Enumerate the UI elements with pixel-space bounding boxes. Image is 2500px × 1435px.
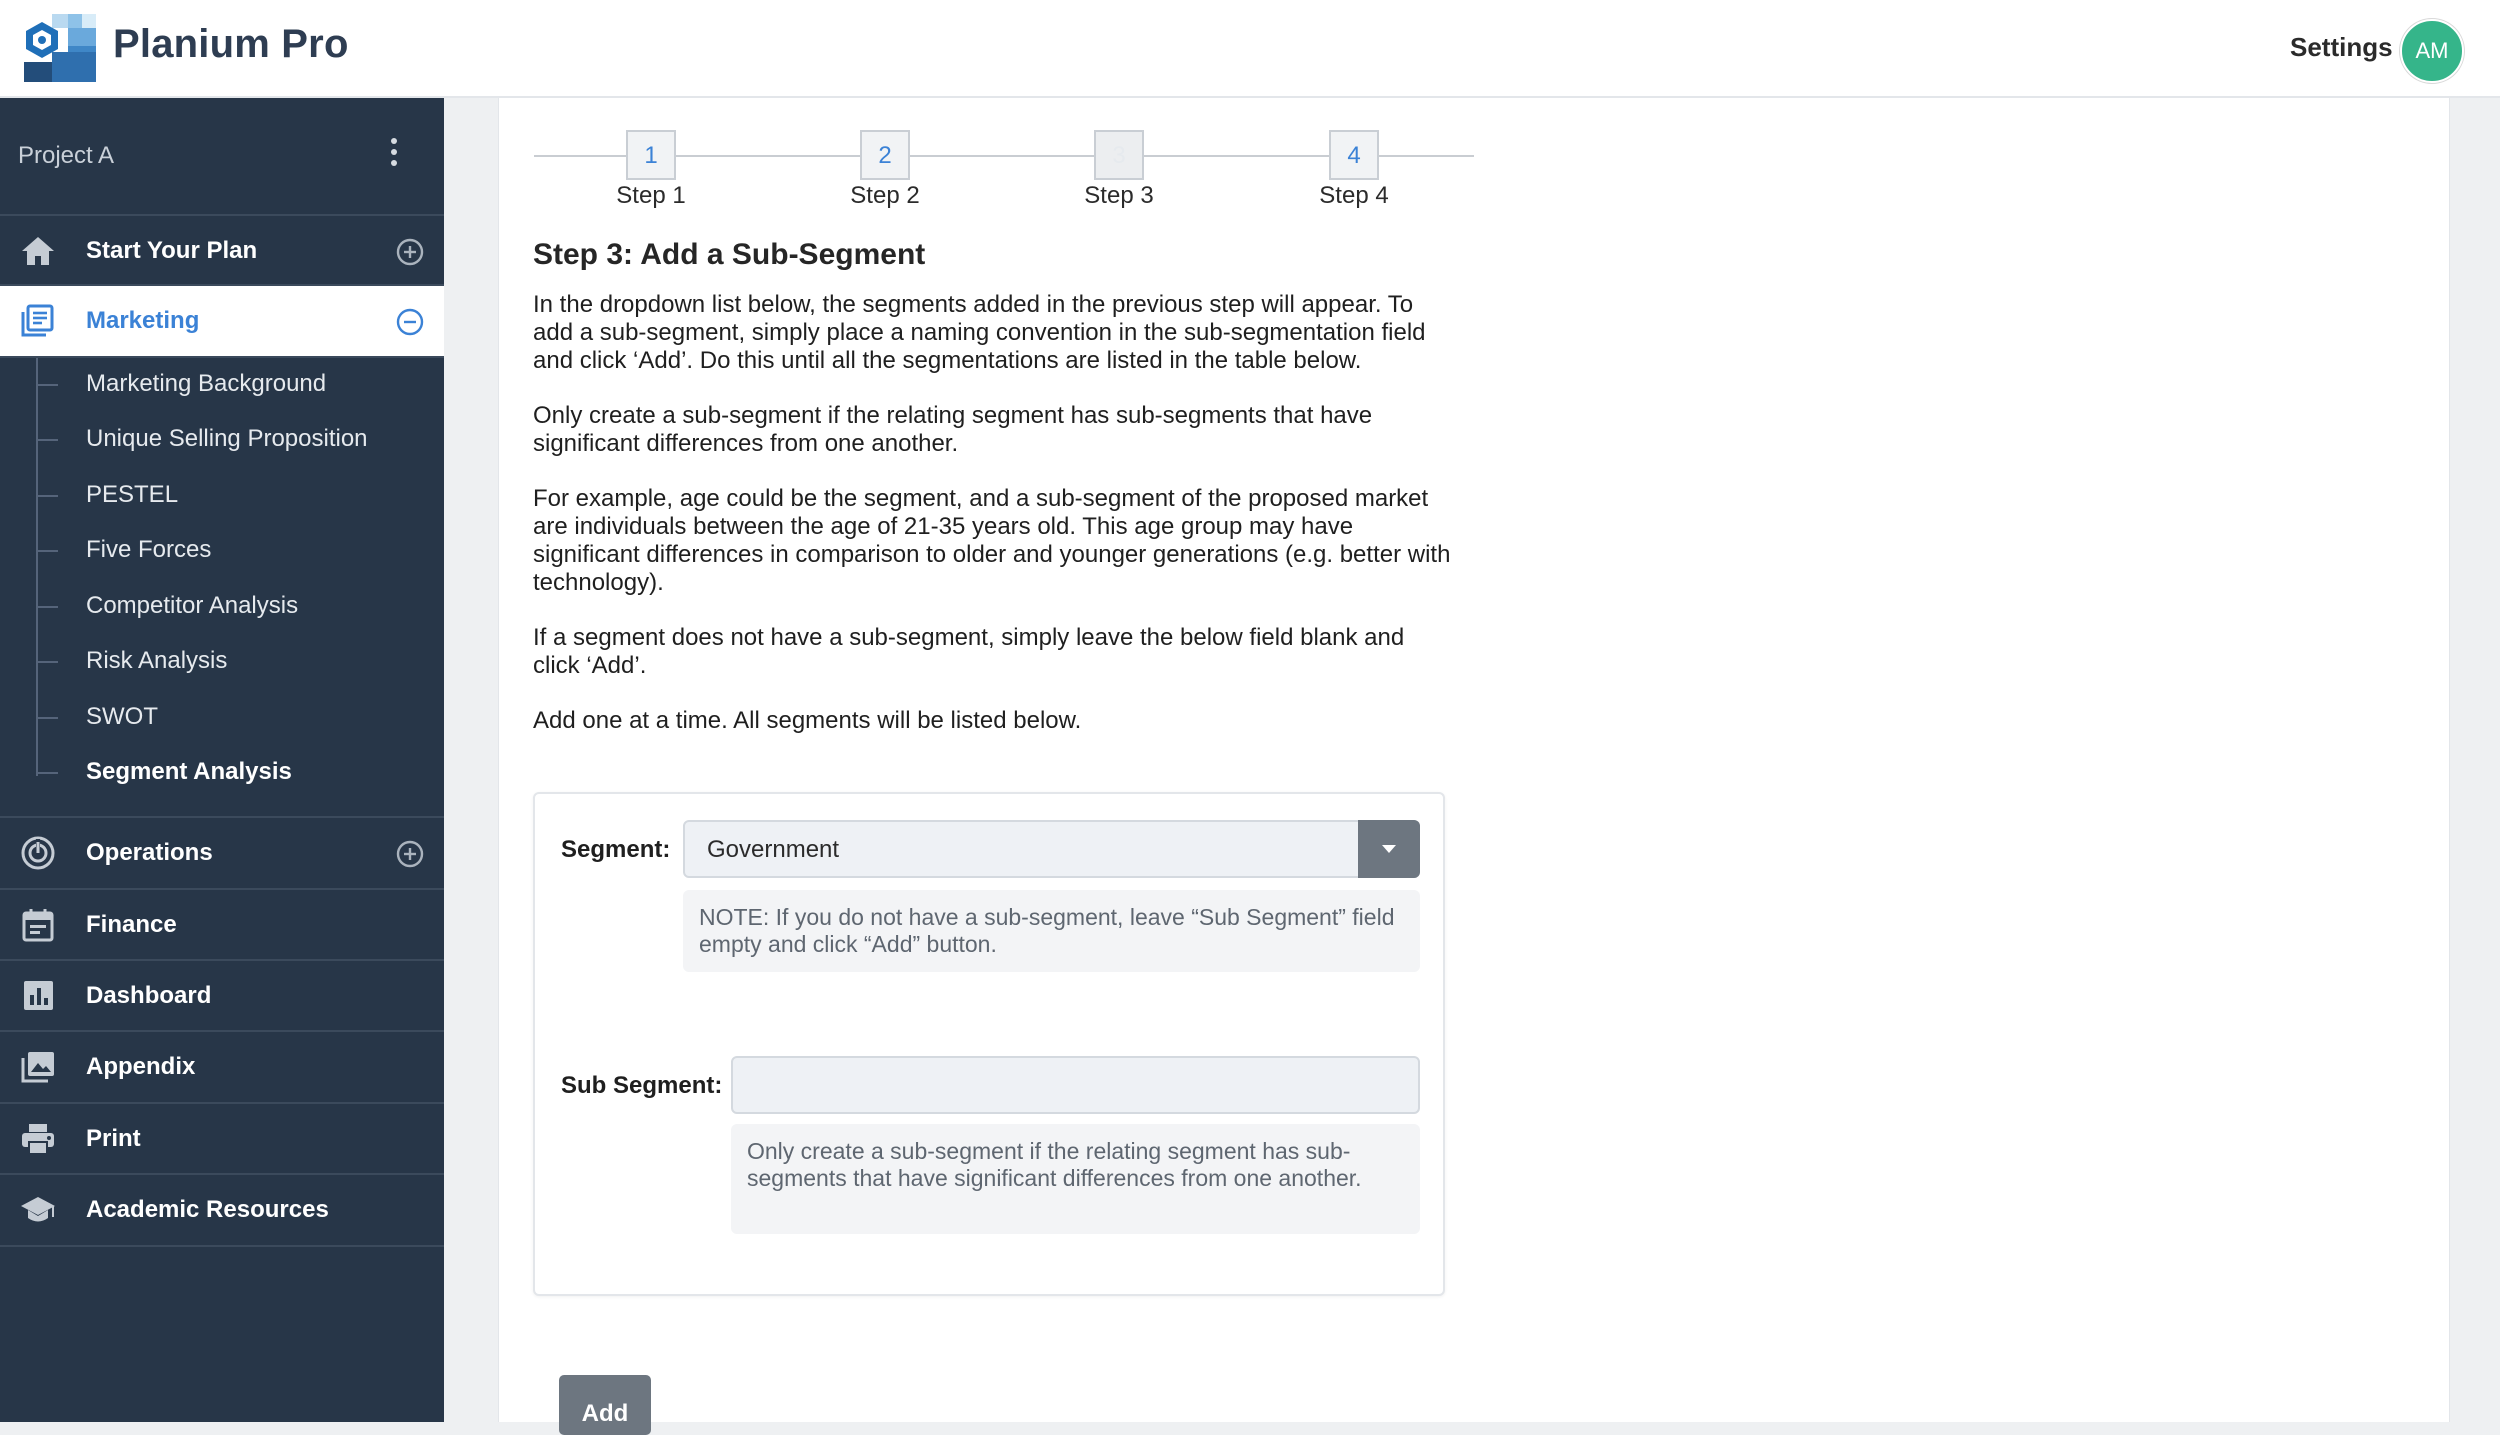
step-label: Step 3 [1084,182,1154,209]
sidebar-item-print[interactable] [0,1104,444,1175]
instruction-paragraph: For example, age could be the segment, and a sub-segment of the proposed market are individuals between the age of 21-35 years old. This age group may have significant differences in comparison to older and younger generations (e.g. better with technology). [533,485,1451,596]
segment-select-value: Government [707,836,840,863]
sidebar-item-appendix[interactable] [0,1032,444,1104]
subnav-item-label: Risk Analysis [86,647,228,674]
page-title: Step 3: Add a Sub-Segment [533,238,926,271]
sub-segment-form [533,792,1445,1296]
subnav-item-label: PESTEL [86,481,179,508]
subnav-item-five-forces[interactable] [36,530,436,570]
step-number: 2 [860,130,910,180]
sidebar-item-academic-resources[interactable] [0,1175,444,1247]
subnav-item-label: Competitor Analysis [86,592,299,619]
sidebar-item-label: Finance [86,911,177,938]
step-label: Step 1 [616,182,686,209]
subnav-item-risk-analysis[interactable] [36,641,436,681]
subnav-item-label: Segment Analysis [86,758,292,785]
step-number: 4 [1329,130,1379,180]
calendar-icon [20,908,56,942]
step-label: Step 2 [850,182,920,209]
top-header [0,0,2500,98]
instruction-paragraph: Only create a sub-segment if the relating segment has sub-segments that have significant differences from one another. [533,402,1373,457]
sidebar-item-label: Marketing [86,307,200,334]
collapse-minus-icon[interactable] [396,308,424,336]
step-1[interactable] [586,130,706,220]
segment-note: NOTE: If you do not have a sub-segment, leave “Sub Segment” field empty and click “Add” button. [683,890,1420,972]
step-4[interactable] [1289,130,1409,220]
expand-plus-icon[interactable] [396,238,424,266]
home-icon [20,234,56,268]
caret-down-icon [1382,845,1396,853]
subnav-item-swot[interactable] [36,697,436,737]
instruction-paragraph: Add one at a time. All segments will be listed below. [533,707,1082,734]
planium-logo-icon[interactable] [22,12,98,84]
sidebar-item-label: Appendix [86,1053,196,1080]
sidebar-item-dashboard[interactable] [0,961,444,1032]
step-2[interactable] [820,130,940,220]
subsegment-note: Only create a sub-segment if the relating segment has sub-segments that have significant differences from one another. [731,1124,1420,1234]
marketing-icon [20,304,56,338]
sidebar-item-label: Operations [86,839,213,866]
subnav-item-label: SWOT [86,703,158,730]
step-number: 1 [626,130,676,180]
subnav-item-pestel[interactable] [36,475,436,515]
sidebar-item-label: Dashboard [86,982,212,1009]
graduation-cap-icon [20,1193,56,1227]
step-label: Step 4 [1319,182,1389,209]
sidebar-item-label: Print [86,1125,141,1152]
step-number: 3 [1094,130,1144,180]
subnav-item-segment-analysis[interactable] [36,752,436,792]
user-avatar[interactable]: AM [2400,19,2464,83]
sidebar-item-start-your-plan[interactable] [0,216,444,286]
image-icon [20,1050,56,1084]
subnav-item-label: Unique Selling Proposition [86,425,368,452]
sidebar-item-marketing[interactable] [0,286,444,358]
subsegment-input[interactable] [731,1056,1420,1114]
chart-icon [20,979,56,1013]
instruction-paragraph: If a segment does not have a sub-segment, simply leave the below field blank and click ‘Add’. [533,624,1405,679]
kebab-menu-icon[interactable] [384,138,404,172]
sidebar-item-operations[interactable] [0,818,444,890]
step-progress [534,130,1474,220]
instruction-paragraph: In the dropdown list below, the segments added in the previous step will appear. To add a sub-segment, simply place a naming convention in the sub-segmentation field and click ‘Add’. Do this until all the segmentations are listed in the table below. [533,291,1426,374]
app-title[interactable]: Planium Pro [113,22,349,66]
sidebar-item-label: Academic Resources [86,1196,329,1223]
subsegment-label: Sub Segment: [561,1072,723,1099]
subnav-item-marketing-background[interactable] [36,364,436,404]
add-button[interactable]: Add [559,1375,651,1435]
project-name[interactable]: Project A [18,142,115,169]
sidebar-item-label: Start Your Plan [86,237,258,264]
step-3[interactable] [1054,130,1174,220]
sidebar [0,98,444,1422]
settings-link[interactable]: Settings [2290,32,2393,62]
operations-icon [20,836,56,870]
sidebar-item-finance[interactable] [0,890,444,961]
segment-label: Segment: [561,836,671,863]
project-selector [0,98,444,216]
print-icon [20,1122,56,1156]
subnav-item-label: Five Forces [86,536,212,563]
segment-select[interactable] [683,820,1420,878]
subnav-item-unique-selling-proposition[interactable] [36,419,436,459]
subnav-item-competitor-analysis[interactable] [36,586,436,626]
subnav-item-label: Marketing Background [86,370,327,397]
dropdown-toggle[interactable] [1358,820,1420,878]
expand-plus-icon[interactable] [396,840,424,868]
marketing-subnav [0,358,444,818]
